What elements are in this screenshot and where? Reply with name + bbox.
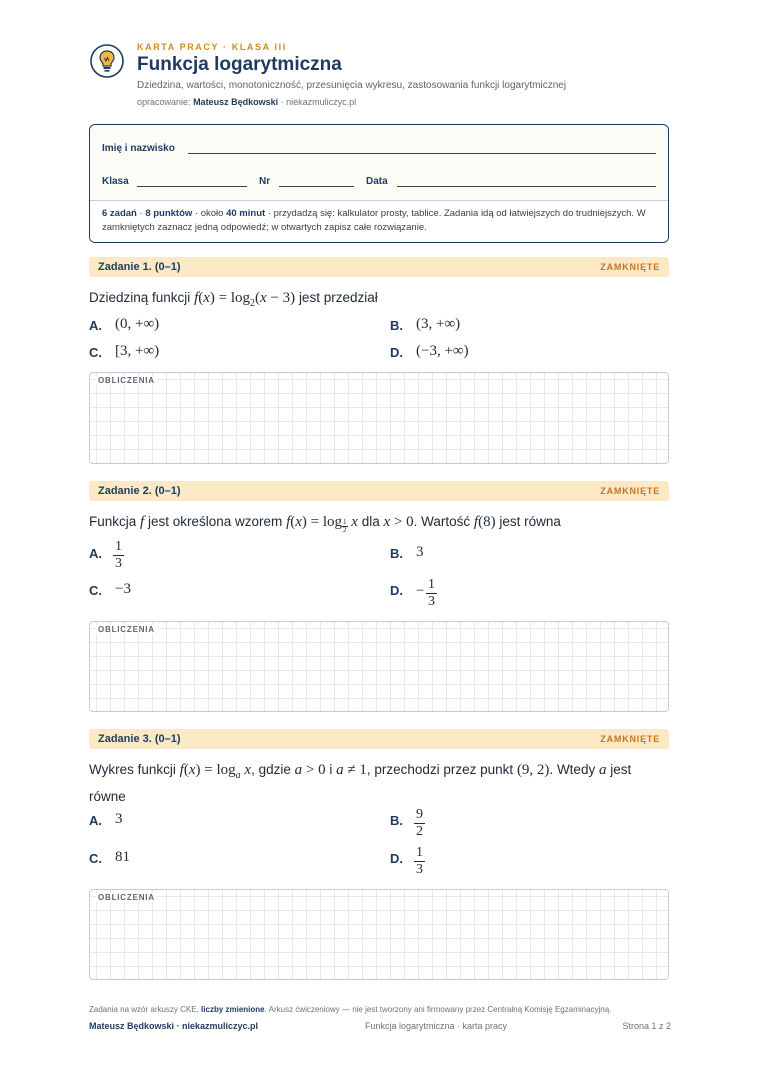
fraction-numerator: 1 (416, 845, 423, 860)
task-2-function-name: f (140, 514, 145, 530)
page-number: Strona 1 z 2 (622, 1021, 671, 1031)
option-letter: C. (89, 851, 102, 866)
fraction-denominator: 3 (428, 594, 435, 609)
task-2-formula: f(x) = log $\frac{1}{2}$ x (286, 514, 358, 534)
task-2-question-text-2: jest określona wzorem (147, 514, 283, 529)
option-letter: B. (390, 546, 403, 561)
task-3-question-text: Wykres funkcji (89, 762, 176, 777)
task-1-question-text: Dziedziną funkcji (89, 290, 191, 305)
footer-doc-title: Funkcja logarytmiczna · karta pracy (365, 1021, 508, 1031)
task-2-question (89, 511, 669, 534)
task-2-title: Zadanie 2. (0–1) (98, 485, 181, 497)
task-2-question-text: Funkcja (89, 514, 137, 529)
worksheet-eyebrow: KARTA PRACY · KLASA III (137, 42, 287, 52)
date-label: Data (366, 176, 388, 187)
disclaimer-end: . Arkusz ćwiczeniowy — nie jest tworzony ani firmowany przez Centralną Komisję Egzaminacyjną. (264, 1005, 612, 1014)
task-3-formula: $f(x) = \log_a x$ (179, 762, 252, 781)
calculation-label: OBLICZENIA (98, 625, 155, 634)
option-letter: A. (89, 813, 102, 828)
option-fraction (426, 577, 437, 610)
option-fraction (113, 539, 124, 572)
fraction-denominator: 3 (115, 556, 122, 571)
option-value: (0, +∞) (115, 316, 160, 332)
footer-disclaimer (89, 1005, 671, 1014)
fraction-denominator: 2 (416, 824, 423, 839)
task-3-title: Zadanie 3. (0–1) (98, 733, 181, 745)
option-fraction (414, 845, 425, 878)
disclaimer-bold: liczby zmienione (201, 1005, 265, 1014)
date-field[interactable] (397, 186, 656, 187)
option-letter: B. (390, 813, 403, 828)
name-label: Imię i nazwisko (102, 143, 175, 154)
worksheet-header (90, 42, 670, 114)
page-title: Funkcja logarytmiczna (137, 54, 342, 75)
footer-author: Mateusz Będkowski · niekazmuliczyc.pl (89, 1021, 259, 1031)
option-value: [3, +∞) (115, 343, 160, 359)
task-2-question-end: jest równa (499, 514, 561, 529)
time-limit: 40 minut (226, 208, 266, 219)
number-label: Nr (259, 176, 271, 187)
option-letter: C. (89, 345, 102, 360)
task-1-calculation-area[interactable] (89, 372, 669, 464)
task-count: 6 zadań (102, 208, 137, 219)
task-3-question-text-2: , gdzie (251, 762, 291, 777)
class-field[interactable] (137, 186, 247, 187)
footer-row (89, 1021, 671, 1035)
task-3-question-text-5: . Wtedy (549, 762, 596, 777)
calculation-label: OBLICZENIA (98, 893, 155, 902)
fraction-denominator: 3 (416, 862, 423, 877)
task-2-question-text-3: dla (361, 514, 380, 529)
task-2-condition: x > 0 (383, 514, 414, 530)
task-3-question-text-4: , przechodzi przez punkt (366, 762, 514, 777)
fraction-numerator: 9 (416, 807, 423, 822)
option-letter: D. (390, 345, 403, 360)
task-2-header (89, 481, 669, 501)
info-note (90, 200, 668, 243)
task-3-question-end: jest równe (89, 762, 632, 804)
author-line (137, 97, 566, 107)
option-sign: − (416, 583, 425, 599)
note-text-about: · około (192, 208, 227, 219)
option-letter: A. (89, 546, 102, 561)
option-letter: D. (390, 851, 403, 866)
task-3-header (89, 729, 669, 749)
task-1-question-end: jest przedział (298, 290, 378, 305)
task-3-point: (9, 2) (516, 762, 550, 778)
option-value: −3 (115, 581, 131, 597)
option-value: (−3, +∞) (416, 343, 469, 359)
task-1-formula: $f(x) = \log_2(x - 3)$ (194, 290, 296, 309)
option-letter: D. (390, 583, 403, 598)
task-1-title: Zadanie 1. (0–1) (98, 261, 181, 273)
fraction-numerator: 1 (115, 539, 122, 554)
task-2-calculation-area[interactable] (89, 621, 669, 712)
task-1-type: ZAMKNIĘTE (600, 262, 660, 272)
option-letter: A. (89, 318, 102, 333)
task-2-value-expr: f(8) (473, 514, 496, 530)
task-3-variable: a (598, 762, 607, 778)
author-name: Mateusz Będkowski (193, 97, 279, 107)
author-prefix: opracowanie: (137, 97, 191, 107)
task-1-header (89, 257, 669, 277)
task-2-question-text-4: . Wartość (413, 514, 471, 529)
option-letter: B. (390, 318, 403, 333)
task-3-condition-2: a ≠ 1 (336, 762, 367, 778)
task-1-question (89, 287, 669, 314)
disclaimer-start: Zadania na wzór arkuszy CKE, (89, 1005, 202, 1014)
option-value: 81 (115, 849, 130, 865)
option-value: (3, +∞) (416, 316, 461, 332)
page-footer (89, 1005, 671, 1035)
number-field[interactable] (279, 186, 354, 187)
page-subtitle: Dziedzina, wartości, monotoniczność, przesunięcia wykresu, zastosowania funkcji logarytmicznej (137, 80, 567, 91)
calculation-label: OBLICZENIA (98, 376, 155, 385)
task-3-question-text-3: i (329, 762, 333, 777)
task-3-calculation-area[interactable] (89, 889, 669, 980)
option-letter: C. (89, 583, 102, 598)
class-label: Klasa (102, 176, 129, 187)
student-info-box (89, 124, 669, 243)
task-3-question (89, 759, 669, 807)
point-count: 8 punktów (145, 208, 193, 219)
option-value: 3 (115, 811, 123, 827)
lightbulb-logo-icon (90, 44, 124, 78)
option-fraction (414, 807, 425, 840)
task-2-type: ZAMKNIĘTE (600, 486, 660, 496)
author-site: · niekazmuliczyc.pl (280, 97, 357, 107)
option-value: 3 (416, 544, 424, 560)
student-fields (90, 125, 668, 200)
fraction-numerator: 1 (428, 577, 435, 592)
note-text-rest: · przydadzą się: kalkulator prosty, tablice. Zadania idą od łatwiejszych do trudniejszych. W zamkniętych zaznacz jedną odpowiedź; w otwartych zapisz całe rozwiązanie. (102, 208, 646, 233)
task-3-condition-1: a > 0 (294, 762, 326, 778)
name-field[interactable] (188, 153, 656, 154)
note-separator: · (136, 208, 146, 219)
task-3-type: ZAMKNIĘTE (600, 734, 660, 744)
